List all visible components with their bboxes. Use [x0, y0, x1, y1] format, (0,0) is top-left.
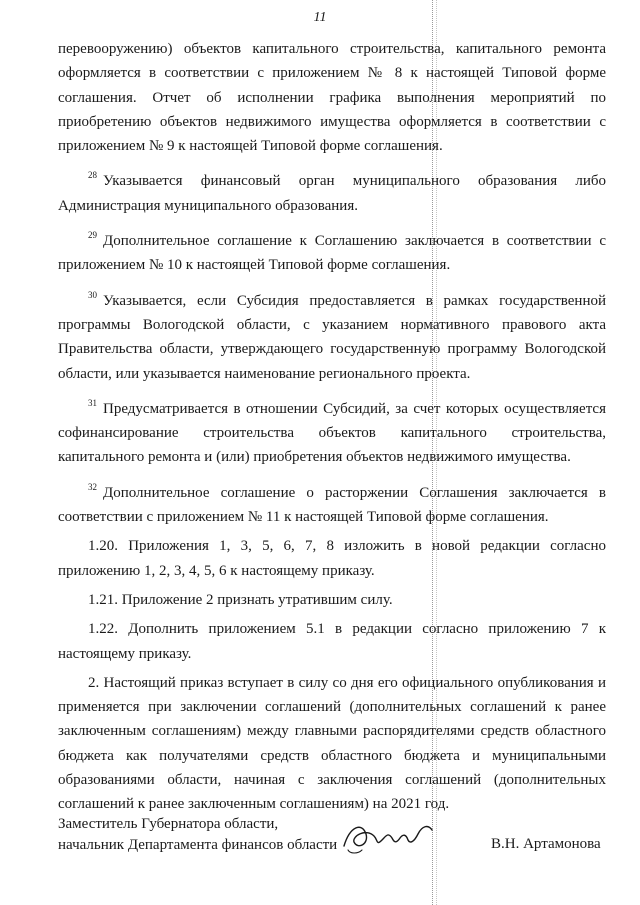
footnote-text: Предусматривается в отношении Субсидий, за счет которых осуществляется софинансирование строительства объектов капитального строительства, капитального ремонта и (или) приобретения объектов недвижимого имущества. [58, 400, 606, 466]
clause-text: 1.22. Дополнить приложением 5.1 в редакции согласно приложению 7 к настоящему приказу. [58, 621, 606, 662]
handwritten-signature [336, 816, 446, 856]
footnote-28 [58, 163, 606, 218]
footnote-text: Дополнительное соглашение о расторжении Соглашения заключается в соответствии с приложением № 11 к настоящей Типовой форме соглашения. [58, 484, 606, 526]
signatory-title-line2: начальник Департамента финансов области [58, 837, 338, 853]
signatory-title [58, 814, 337, 856]
footnote-text: Дополнительное соглашение к Соглашению заключается в соответствии с приложением № 10 к настоящей Типовой форме соглашения. [58, 233, 606, 274]
footnote-mark: 30 [88, 289, 97, 300]
clause-1-20 [58, 534, 606, 583]
signatory-title-line1: Заместитель Губернатора области, [58, 816, 279, 832]
footnote-31 [58, 391, 606, 470]
footnote-text: Указывается, если Субсидия предоставляется в рамках государственной программы Вологодской области, с указанием нормативного правового акта Правительства области, утверждающего государственную программу Вологодской области, или указывается наименование регионального проекта. [58, 292, 606, 382]
clause-1-22 [58, 617, 606, 666]
footnote-mark: 32 [88, 481, 97, 492]
footnote-32 [58, 475, 606, 530]
clause-1-21 [58, 588, 606, 612]
clause-text: 1.20. Приложения 1, 3, 5, 6, 7, 8 изложить в новой редакции согласно приложению 1, 2, 3, 4, 5, 6 к настоящему приказу. [58, 538, 606, 579]
page-number: 11 [313, 10, 327, 25]
footnote-mark: 31 [88, 397, 97, 408]
paragraph-continuation [58, 37, 606, 158]
document-body [58, 37, 606, 822]
footnote-29 [58, 223, 606, 278]
clause-2 [58, 671, 606, 817]
footnote-mark: 29 [88, 230, 97, 241]
footnote-text: Указывается финансовый орган муниципального образования либо Администрация муниципального образования. [58, 173, 606, 214]
footnote-mark: 28 [88, 170, 97, 181]
clause-text: 1.21. Приложение 2 признать утратившим силу. [88, 591, 393, 608]
footnote-30 [58, 283, 606, 386]
paragraph-text: перевооружению) объектов капитального строительства, капитального ремонта оформляется в соответствии с приложением № 8 к настоящей Типовой форме соглашения. Отчет об исполнении графика выполнения мероприятий по приобретению объектов недвижимого имущества оформляется в соответствии с приложением № 9 к настоящей Типовой форме соглашения. [58, 41, 606, 155]
signature-block [58, 814, 606, 874]
signatory-name: В.Н. Артамонова [491, 836, 601, 852]
clause-text: 2. Настоящий приказ вступает в силу со дня его официального опубликования и применяется при заключении соглашений (дополнительных соглашений к ранее заключенным соглашениям) между главными распорядителями средств областного бюджета как получателями средств областного бюджета и муниципальными образованиями области, начиная с заключения соглашений (дополнительных соглашений к ранее заключенным соглашениям) на 2021 год. [58, 674, 606, 813]
